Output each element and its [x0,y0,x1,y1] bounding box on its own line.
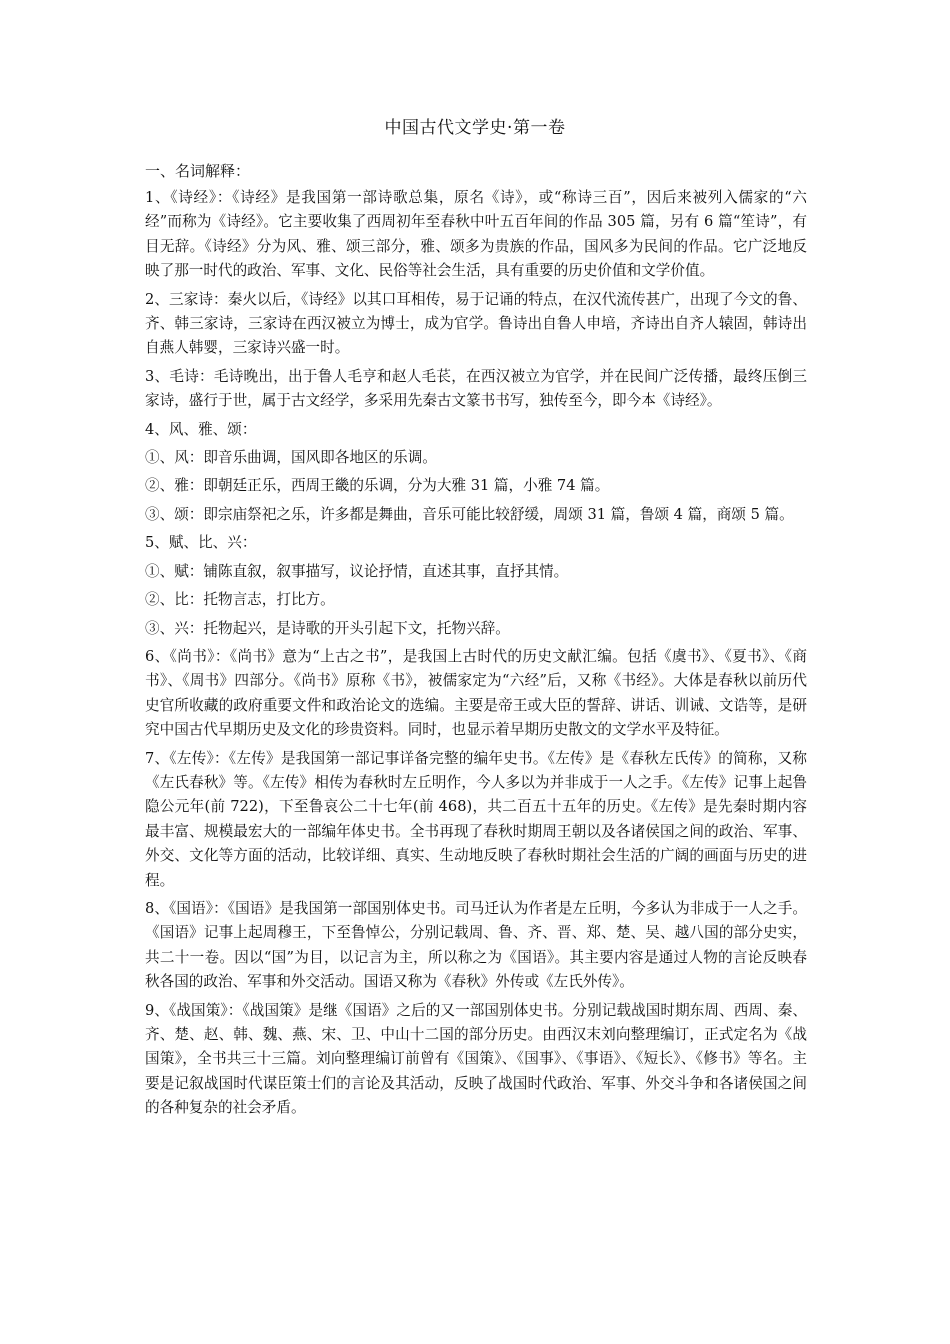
paragraph-ya: ②、雅：即朝廷正乐，西周王畿的乐调，分为大雅 31 篇，小雅 74 篇。 [145,477,610,495]
paragraph-maoshi: 3、毛诗：毛诗晚出，出于鲁人毛亨和赵人毛苌，在西汉被立为官学，并在民间广泛传播，最终压倒三家诗，盛行于世，属于古文经学，多采用先秦古文篆书书写，独传至今，即今本《诗经》。 [145,367,807,410]
paragraph-feng-ya-song-heading: 4、风、雅、颂： [145,420,257,438]
paragraph-feng: ①、风：即音乐曲调，国风即各地区的乐调。 [145,449,437,467]
section-heading: 一、名词解释： [145,162,251,180]
document-body [145,158,807,1125]
paragraph-fu-bi-xing-heading: 5、赋、比、兴： [145,534,257,552]
paragraph-song: ③、颂：即宗庙祭祀之乐，许多都是舞曲，音乐可能比较舒缓，周颂 31 篇，鲁颂 4 篇，商颂 5 篇。 [145,505,794,523]
paragraph-bi: ②、比：托物言志，打比方。 [145,591,335,609]
paragraph-zuozhuan: 7、《左传》：《左传》是我国第一部记事详备完整的编年史书。《左传》是《春秋左氏传》的简称，又称《左氏春秋》等。《左传》相传为春秋时左丘明作，今人多以为并非成于一人之手。《左传》记事上起鲁隐公元年(前 722)，下至鲁哀公二十七年(前 468)，共二百五十五年的历史。《左传》是先秦时期内容最丰富、规模最宏大的一部编年体史书。全书再现了春秋时期周王朝以及各诸侯国之间的政治、军事、外交、文化等方面的活动，比较详细、真实、生动地反映了春秋时期社会生活的广阔的画面与历史的进程。 [145,749,807,889]
paragraph-shijing: 1、《诗经》：《诗经》是我国第一部诗歌总集，原名《诗》，或“称诗三百”，因后来被列入儒家的“六经”而称为《诗经》。它主要收集了西周初年至春秋中叶五百年间的作品 305 篇，另有 6 篇“笙诗”，有目无辞。《诗经》分为风、雅、颂三部分，雅、颂多为贵族的作品，国风多为民间的作品。它广泛地反映了那一时代的政治、军事、文化、民俗等社会生活，具有重要的历史价值和文学价值。 [145,189,807,280]
paragraph-xing: ③、兴：托物起兴，是诗歌的开头引起下文，托物兴辞。 [145,619,510,637]
document-title: 中国古代文学史·第一卷 [384,118,566,138]
paragraph-zhanguoce: 9、《战国策》：《战国策》是继《国语》之后的又一部国别体史书。分别记载战国时期东周、西周、秦、齐、楚、赵、韩、魏、燕、宋、卫、中山十二国的部分历史。由西汉末刘向整理编订，正式定名为《战国策》，全书共三十三篇。刘向整理编订前曾有《国策》、《国事》、《事语》、《短长》、《修书》等名。主要是记叙战国时代谋臣策士们的言论及其活动，反映了战国时代政治、军事、外交斗争和各诸侯国之间的各种复杂的社会矛盾。 [145,1001,807,1117]
paragraph-sanjiashi: 2、三家诗：秦火以后，《诗经》以其口耳相传，易于记诵的特点，在汉代流传甚广，出现了今文的鲁、齐、韩三家诗，三家诗在西汉被立为博士，成为官学。鲁诗出自鲁人申培，齐诗出自齐人辕固，韩诗出自燕人韩婴，三家诗兴盛一时。 [145,290,807,357]
paragraph-fu: ①、赋：铺陈直叙，叙事描写，议论抒情，直述其事，直抒其情。 [145,562,569,580]
paragraph-guoyu: 8、《国语》：《国语》是我国第一部国别体史书。司马迁认为作者是左丘明，今多认为非成于一人之手。《国语》记事上起周穆王，下至鲁悼公，分别记载周、鲁、齐、晋、郑、楚、吴、越八国的部分史实，共二十一卷。因以“国”为目，以记言为主，所以称之为《国语》。其主要内容是通过人物的言论反映春秋各国的政治、军事和外交活动。国语又称为《春秋》外传或《左氏外传》。 [145,899,807,991]
paragraph-shangshu: 6、《尚书》：《尚书》意为“上古之书”，是我国上古时代的历史文献汇编。包括《虞书》、《夏书》、《商书》、《周书》四部分。《尚书》原称《书》，被儒家定为“六经”后，又称《书经》。大体是春秋以前历代史官所收藏的政府重要文件和政治论文的选编。主要是帝王或大臣的誓辞、讲话、训诫、文诰等，是研究中国古代早期历史及文化的珍贵资料。同时，也显示着早期历史散文的文学水平及特征。 [145,647,807,739]
